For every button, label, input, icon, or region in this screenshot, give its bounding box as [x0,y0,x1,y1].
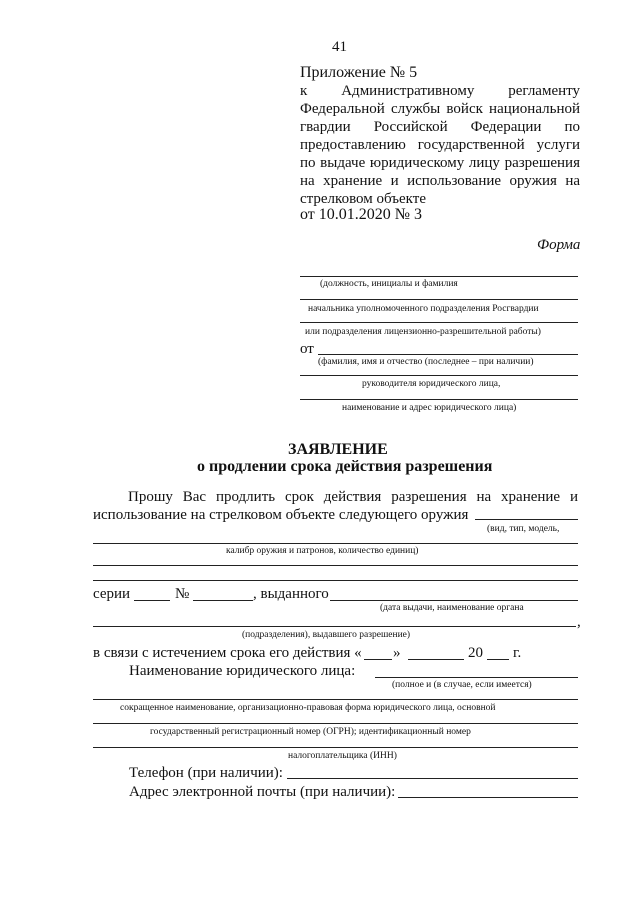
weapon-field-4[interactable] [93,580,578,581]
expiry-month-field[interactable] [408,659,464,660]
series-label: серии [93,586,131,602]
addressee-caption: руководителя юридического лица, [362,379,501,389]
weapon-field[interactable] [475,519,578,520]
addressee-line-3[interactable] [300,322,578,323]
appendix-line: стрелковом объекте [300,191,426,207]
legal-name-field-2[interactable] [93,699,578,700]
addressee-caption: или подразделения лицензионно-разрешительной работы) [305,327,541,337]
caption-issue: (дата выдачи, наименование органа [380,603,524,613]
caption-ogrn: государственный регистрационный номер (ОГРН); идентификационный номер [150,727,471,737]
caption-dept: (подразделения), выдавшего разрешение) [242,630,411,640]
appendix-line: Федеральной службы войск национальной [300,101,580,117]
caption-inn: налогоплательщика (ИНН) [288,751,397,761]
phone-field[interactable] [287,778,578,779]
expiry-day-field[interactable] [364,659,392,660]
document-subtitle: о продлении срока действия разрешения [197,458,493,475]
number-label: № [175,586,190,602]
caption-type: (вид, тип, модель, [487,524,560,534]
legal-name-field-3[interactable] [93,723,578,724]
addressee-line-2[interactable] [300,299,578,300]
email-field[interactable] [398,797,578,798]
addressee-line-5[interactable] [300,375,578,376]
email-label: Адрес электронной почты (при наличии): [129,784,396,800]
year-suffix: г. [513,645,522,661]
legal-name-field-4[interactable] [93,747,578,748]
issued-field-2[interactable] [93,626,576,627]
addressee-line-1[interactable] [300,276,578,277]
page-number: 41 [332,39,347,55]
body-paragraph-line: Прошу Вас продлить срок действия разрешения на хранение и [128,489,578,505]
appendix-line: по выдаче юридическому лицу разрешения [300,155,580,171]
comma: , [577,614,581,630]
caption-caliber: калибр оружия и патронов, количество единиц) [226,546,419,556]
expiry-close-quote: » [393,645,401,661]
appendix-line: предоставлению государственной услуги [300,137,580,153]
issued-label: , выданного [253,586,329,602]
weapon-field-3[interactable] [93,565,578,566]
number-field[interactable] [193,600,253,601]
appendix-title: Приложение № 5 [300,64,418,81]
addressee-caption: начальника уполномоченного подразделения Росгвардии [308,304,539,314]
from-label: от [300,341,314,357]
appendix-date: от 10.01.2020 № 3 [300,206,423,223]
issued-field[interactable] [330,600,578,601]
form-label: Форма [537,237,581,253]
appendix-line: к Административному регламенту [300,83,580,99]
phone-label: Телефон (при наличии): [129,765,283,781]
caption-full: (полное и (в случае, если имеется) [392,680,532,690]
expiry-year-field[interactable] [487,659,509,660]
body-paragraph-line: использование на стрелковом объекте следующего оружия [93,507,469,523]
appendix-line: гвардии Российской Федерации по [300,119,580,135]
addressee-caption: (должность, инициалы и фамилия [320,279,458,289]
addressee-caption: (фамилия, имя и отчество (последнее – при наличии) [318,357,534,367]
year-prefix: 20 [468,645,483,661]
legal-name-field[interactable] [375,677,578,678]
from-line[interactable] [318,354,578,355]
expiry-text: в связи с истечением срока его действия « [93,645,362,661]
appendix-line: на хранение и использование оружия на [300,173,580,189]
weapon-field-2[interactable] [93,543,578,544]
caption-short: сокращенное наименование, организационно-правовая форма юридического лица, основной [120,703,496,713]
addressee-line-6[interactable] [300,399,578,400]
series-field[interactable] [134,600,170,601]
addressee-caption: наименование и адрес юридического лица) [342,403,517,413]
document-title: ЗАЯВЛЕНИЕ [288,441,388,458]
legal-name-label: Наименование юридического лица: [129,663,356,679]
